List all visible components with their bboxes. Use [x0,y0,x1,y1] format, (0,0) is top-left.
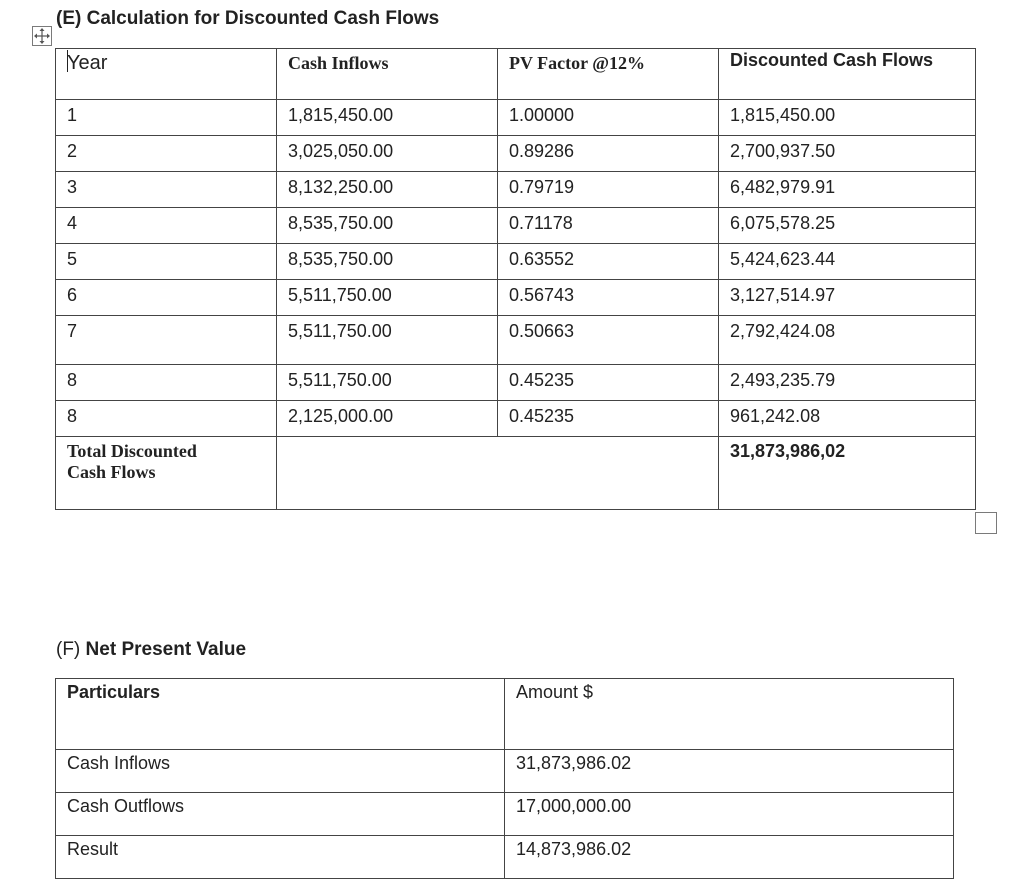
table-move-handle-icon[interactable] [32,26,52,46]
amount-cell[interactable]: 14,873,986.02 [505,836,954,879]
particular-cell[interactable]: Result [56,836,505,879]
year-cell[interactable]: 8 [56,365,277,401]
year-cell[interactable]: 4 [56,208,277,244]
dcf-cell[interactable]: 1,815,450.00 [719,100,976,136]
dcf-cell[interactable]: 961,242.08 [719,401,976,437]
header-year[interactable]: Year [56,49,277,100]
total-label-line2: Cash Flows [67,462,156,482]
factor-cell[interactable]: 0.63552 [498,244,719,280]
table-row [56,100,976,136]
particular-cell[interactable]: Cash Inflows [56,750,505,793]
year-cell[interactable]: 7 [56,316,277,365]
header-pv-factor[interactable]: PV Factor @12% [498,49,719,100]
dcf-cell[interactable]: 2,700,937.50 [719,136,976,172]
dcf-cell[interactable]: 6,482,979.91 [719,172,976,208]
inflow-cell[interactable]: 8,132,250.00 [277,172,498,208]
table-row [56,750,954,793]
factor-cell[interactable]: 0.79719 [498,172,719,208]
inflow-cell[interactable]: 2,125,000.00 [277,401,498,437]
total-row [56,437,976,510]
header-discounted-cash-flows[interactable]: Discounted Cash Flows [719,49,976,100]
table-row [56,136,976,172]
header-amount[interactable]: Amount $ [505,679,954,750]
table-header-row [56,49,976,100]
section-f-title: (F) Net Present Value [56,639,247,660]
factor-cell[interactable]: 0.45235 [498,401,719,437]
inflow-cell[interactable]: 5,511,750.00 [277,280,498,316]
total-empty-cell[interactable] [277,437,719,510]
header-particulars[interactable]: Particulars [56,679,505,750]
factor-cell[interactable]: 0.89286 [498,136,719,172]
section-e-title: (E) Calculation for Discounted Cash Flows [56,8,440,29]
header-cash-inflows[interactable]: Cash Inflows [277,49,498,100]
amount-cell[interactable]: 31,873,986.02 [505,750,954,793]
dcf-cell[interactable]: 3,127,514.97 [719,280,976,316]
dcf-cell[interactable]: 5,424,623.44 [719,244,976,280]
table-row [56,244,976,280]
total-value-cell[interactable]: 31,873,986,02 [719,437,976,510]
factor-cell[interactable]: 0.71178 [498,208,719,244]
table-row [56,172,976,208]
discounted-cash-flows-table [55,48,976,510]
year-cell[interactable]: 1 [56,100,277,136]
table-row [56,208,976,244]
year-cell[interactable]: 6 [56,280,277,316]
row-end-marker[interactable] [975,512,997,534]
table-row [56,793,954,836]
factor-cell[interactable]: 1.00000 [498,100,719,136]
amount-cell[interactable]: 17,000,000.00 [505,793,954,836]
inflow-cell[interactable]: 8,535,750.00 [277,208,498,244]
table-row [56,316,976,365]
inflow-cell[interactable]: 3,025,050.00 [277,136,498,172]
net-present-value-table [55,678,954,879]
inflow-cell[interactable]: 8,535,750.00 [277,244,498,280]
inflow-cell[interactable]: 1,815,450.00 [277,100,498,136]
total-label-cell[interactable] [56,437,277,510]
year-cell[interactable]: 3 [56,172,277,208]
inflow-cell[interactable]: 5,511,750.00 [277,365,498,401]
factor-cell[interactable]: 0.45235 [498,365,719,401]
year-cell[interactable]: 2 [56,136,277,172]
table-row [56,401,976,437]
dcf-cell[interactable]: 2,792,424.08 [719,316,976,365]
total-label-line1: Total Discounted [67,441,197,461]
dcf-cell[interactable]: 6,075,578.25 [719,208,976,244]
table-row [56,836,954,879]
table-row [56,280,976,316]
inflow-cell[interactable]: 5,511,750.00 [277,316,498,365]
particular-cell[interactable]: Cash Outflows [56,793,505,836]
factor-cell[interactable]: 0.56743 [498,280,719,316]
table-row [56,365,976,401]
table-header-row [56,679,954,750]
dcf-cell[interactable]: 2,493,235.79 [719,365,976,401]
factor-cell[interactable]: 0.50663 [498,316,719,365]
year-cell[interactable]: 5 [56,244,277,280]
year-cell[interactable]: 8 [56,401,277,437]
